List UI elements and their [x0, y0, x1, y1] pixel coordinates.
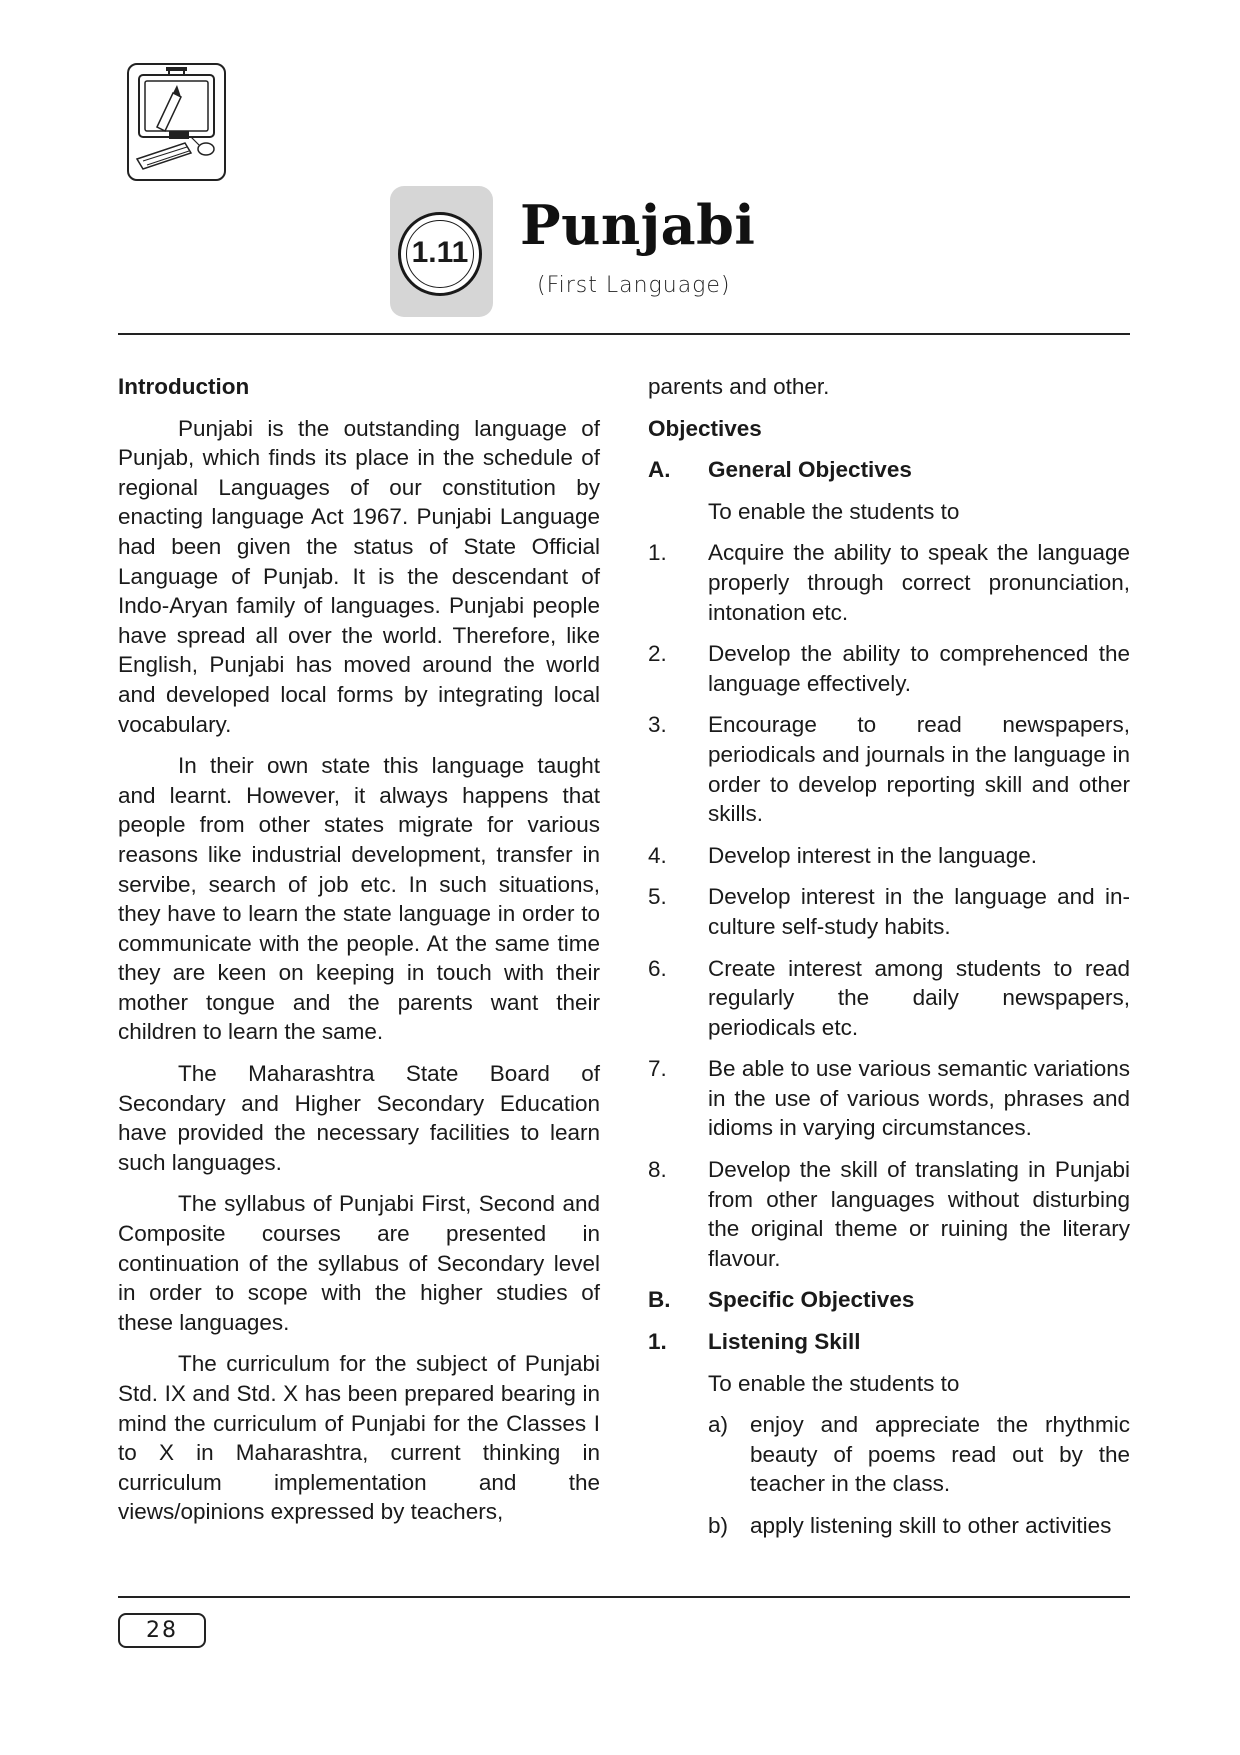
intro-paragraph: The curriculum for the subject of Punjabi Std. IX and Std. X has been prepared bearing in mind the curriculum of Punjabi for the Classes I to X in Maharashtra, current thinking in curriculum implementation and the views/opinions expressed by teachers, [118, 1351, 600, 1525]
item-text: apply listening skill to other activities [750, 1513, 1112, 1538]
item-number: 1. [648, 540, 667, 566]
item-number: 5. [648, 884, 667, 910]
intro-paragraph: The Maharashtra State Board of Secondary and Higher Secondary Education have provided the necessary facilities to learn such languages. [118, 1061, 600, 1175]
page-title: Punjabi [520, 193, 756, 257]
item-text: Create interest among students to read regularly the daily newspapers, periodicals etc. [708, 955, 1130, 1040]
intro-paragraph: In their own state this language taught and learnt. However, it always happens that people from other states migrate for various reasons like industrial development, transfer in servibe, search of job etc. In such situations, they have to learn the state language in order to communicate with the people. At the same time they are keen on keeping in touch with their mother tongue and the parents want their children to learn the same. [118, 753, 600, 1045]
item-text: Develop the ability to comprehenced the language effectively. [708, 641, 1130, 696]
objective-item [648, 639, 1130, 698]
item-text: enjoy and appreciate the rhythmic beauty of poems read out by the teacher in the class. [750, 1412, 1130, 1497]
intro-paragraph: The syllabus of Punjabi First, Second and Composite courses are presented in continuation of the syllabus of Secondary level in order to scope with the higher studies of these languages. [118, 1191, 600, 1335]
intro-paragraph: Punjabi is the outstanding language of Punjab, which finds its place in the schedule of regional Languages of our constitution by enacting language Act 1967. Punjabi Language had been given the status of State Official Language of Punjab. It is the descendant of Indo-Aryan family of languages. Punjabi people have spread all over the world. Therefore, like English, Punjabi has moved around the world and developed local forms by integrating local vocabulary. [118, 415, 600, 737]
objective-item [648, 841, 1130, 871]
item-number: 6. [648, 955, 667, 981]
specific-objectives-heading [648, 1285, 1130, 1315]
continuation-text: parents and other. [648, 374, 830, 399]
item-letter: a) [708, 1412, 729, 1438]
item-text: Develop the skill of translating in Punjabi from other languages without disturbing the original theme or ruining the literary flavour. [708, 1157, 1130, 1271]
objective-item [648, 710, 1130, 828]
section-heading: General Objectives [708, 457, 912, 483]
section-heading: Listening Skill [708, 1329, 861, 1355]
chapter-badge [398, 212, 482, 296]
footer-divider [118, 1596, 1130, 1598]
objective-item [648, 882, 1130, 941]
computer-logo-icon [127, 63, 226, 181]
objective-item [648, 1155, 1130, 1273]
objective-item [648, 538, 1130, 627]
listening-intro: To enable the students to [708, 1370, 960, 1396]
section-marker: A. [648, 457, 671, 483]
item-text: Develop interest in the language. [708, 842, 1037, 868]
page-subtitle: (First Language) [537, 273, 731, 298]
item-text: Be able to use various semantic variations in the use of various words, phrases and idioms in varying circumstances. [708, 1056, 1130, 1141]
objective-item [648, 954, 1130, 1043]
section-marker: 1. [648, 1329, 667, 1355]
left-column [118, 372, 600, 1539]
item-number: 8. [648, 1157, 667, 1183]
page-number: 28 [118, 1613, 206, 1648]
general-objectives-heading [648, 455, 1130, 485]
listening-item [708, 1511, 1130, 1541]
section-heading: Specific Objectives [708, 1287, 915, 1313]
listening-skill-heading [648, 1327, 1130, 1357]
objectives-heading: Objectives [648, 415, 762, 441]
item-text: Encourage to read newspapers, periodicals and journals in the language in order to develop reporting skill and other skills. [708, 712, 1130, 827]
chapter-number: 1.11 [411, 236, 469, 269]
listening-item [708, 1410, 1130, 1499]
header-divider [118, 333, 1130, 335]
right-column [648, 372, 1130, 1553]
general-intro: To enable the students to [708, 498, 960, 524]
section-marker: B. [648, 1287, 671, 1313]
item-number: 7. [648, 1056, 667, 1082]
item-number: 2. [648, 641, 667, 667]
item-letter: b) [708, 1513, 729, 1538]
item-number: 3. [648, 712, 667, 738]
objective-item [648, 1054, 1130, 1143]
item-number: 4. [648, 842, 667, 868]
item-text: Develop interest in the language and in-culture self-study habits. [708, 884, 1130, 939]
item-text: Acquire the ability to speak the language properly through correct pronunciation, intonation etc. [708, 540, 1130, 625]
introduction-heading: Introduction [118, 374, 250, 399]
